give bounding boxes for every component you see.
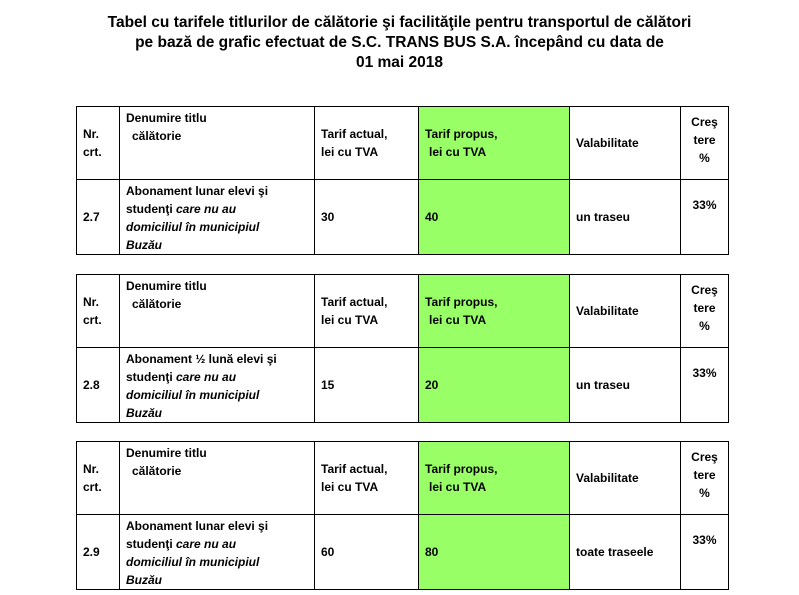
table-header-row (77, 442, 729, 515)
row-ticket-name: Abonament lunar elevi şi studenţi care nu au domiciliul în municipiul Buzău (120, 180, 315, 255)
title-line-1: Tabel cu tarifele titlurilor de călătorie şi facilităţile pentru transportul de călători (107, 14, 692, 31)
tariff-table-2-9 (76, 441, 729, 590)
header-ticket-name: Denumire titlu călătorie (120, 107, 315, 180)
row-nr: 2.7 (77, 180, 120, 255)
header-nr-crt: Nr. crt. (77, 275, 120, 348)
header-proposed-fare: Tarif propus, lei cu TVA (419, 442, 570, 515)
header-growth: Creş tere % (681, 107, 729, 180)
document-title (0, 13, 799, 73)
table-row (77, 515, 729, 590)
row-current-fare: 15 (315, 348, 419, 423)
title-line-2: pe bază de grafic efectuat de S.C. TRANS BUS S.A. începând cu data de (135, 34, 664, 51)
row-growth: 33% (681, 180, 729, 255)
header-proposed-fare: Tarif propus, lei cu TVA (419, 107, 570, 180)
row-nr: 2.8 (77, 348, 120, 423)
header-current-fare: Tarif actual, lei cu TVA (315, 107, 419, 180)
row-validity: un traseu (570, 180, 681, 255)
row-growth: 33% (681, 515, 729, 590)
table-header-row (77, 107, 729, 180)
header-growth: Creş tere % (681, 275, 729, 348)
row-proposed-fare: 80 (419, 515, 570, 590)
header-proposed-fare: Tarif propus, lei cu TVA (419, 275, 570, 348)
row-current-fare: 60 (315, 515, 419, 590)
row-current-fare: 30 (315, 180, 419, 255)
title-line-3: 01 mai 2018 (355, 54, 444, 71)
tariff-table-2-7 (76, 106, 729, 255)
table-row (77, 180, 729, 255)
header-validity: Valabilitate (570, 275, 681, 348)
row-growth: 33% (681, 348, 729, 423)
header-nr-crt: Nr. crt. (77, 107, 120, 180)
row-proposed-fare: 20 (419, 348, 570, 423)
row-validity: un traseu (570, 348, 681, 423)
row-validity: toate traseele (570, 515, 681, 590)
row-ticket-name: Abonament ½ lună elevi şi studenţi care nu au domiciliul în municipiul Buzău (120, 348, 315, 423)
header-ticket-name: Denumire titlu călătorie (120, 275, 315, 348)
header-current-fare: Tarif actual, lei cu TVA (315, 442, 419, 515)
row-ticket-name: Abonament lunar elevi şi studenţi care nu au domiciliul în municipiul Buzău (120, 515, 315, 590)
row-nr: 2.9 (77, 515, 120, 590)
header-ticket-name: Denumire titlu călătorie (120, 442, 315, 515)
header-nr-crt: Nr. crt. (77, 442, 120, 515)
table-row (77, 348, 729, 423)
header-validity: Valabilitate (570, 107, 681, 180)
header-growth: Creş tere % (681, 442, 729, 515)
header-current-fare: Tarif actual, lei cu TVA (315, 275, 419, 348)
header-validity: Valabilitate (570, 442, 681, 515)
tariff-table-2-8 (76, 274, 729, 423)
table-header-row (77, 275, 729, 348)
row-proposed-fare: 40 (419, 180, 570, 255)
